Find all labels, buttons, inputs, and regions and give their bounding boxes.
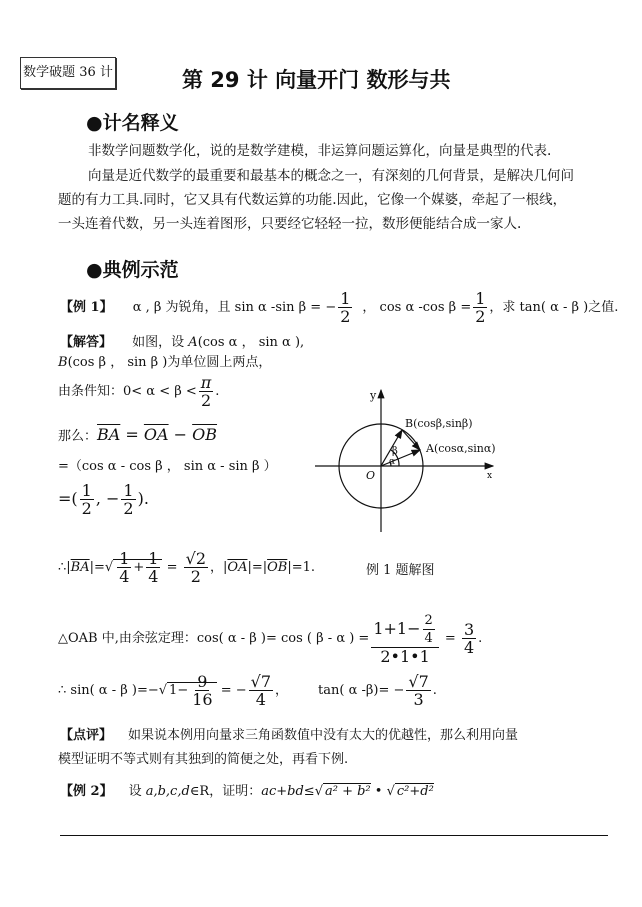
fraction: $\frac{1}{2}$ [340, 289, 351, 326]
book-label: 数学破题 36 计 [20, 57, 116, 89]
paragraph-line: 题的有力工具.同时，它又具有代数运算的功能.因此，它像一个媒婆，牵起了一根线， [58, 192, 567, 208]
beta-label: β [392, 446, 398, 457]
magnitude-line: $\therefore|\overline{BA}|=√$ $\frac{1}{4}$ + $\frac{1}{4}$ = $\frac{√2}{2}$ ，$|\overline{OA}|=|\overline{OB}|=1$. [58, 549, 316, 586]
sine-tangent-line: ∴ sin( α - β )=−√ 1− $\frac{9}{16}$ = − $\frac{√7}{4}$ ， tan( α -β)= − $\frac{√7}{3}$ . [58, 672, 437, 709]
section-heading-meaning: ●计名释义 [86, 112, 179, 134]
vector-OA [381, 450, 420, 466]
example2-question: 【例 2】 设 a,b,c,d∈R，证明：ac+bd≤√ a² + b² • √ c²+d² [60, 784, 434, 799]
section-heading-examples: ●典例示范 [86, 259, 179, 281]
condition-line: 由条件知：0< α < β < $\frac{\pi}{2}$ . [58, 373, 220, 410]
comment-line: 【点评】 如果说本例用向量求三角函数值中没有太大的优越性，那么利用向量 [60, 728, 519, 743]
question-text: α , β 为锐角，且 sin α -sin β = − [132, 300, 337, 315]
question-text: ，求 tan( α - β )之值. [489, 300, 619, 315]
bottom-rule [60, 835, 608, 836]
alpha-label: α [389, 457, 396, 467]
vector-BA [402, 430, 420, 450]
fraction: $\frac{1}{2}$ [475, 289, 486, 326]
origin-label: O [366, 469, 376, 482]
figure-caption: 例 1 题解图 [366, 563, 435, 578]
point-A-label: A(cosα,sinα) [426, 442, 496, 455]
comment-line: 模型证明不等式则有其独到的简便之处，再看下例. [58, 752, 349, 767]
solution-line: B(cos β ， sin β )为单位圆上两点， [58, 355, 272, 370]
paragraph-line: 向量是近代数学的最重要和最基本的概念之一，有深刻的几何背景，是解决几何问 [88, 168, 574, 184]
solution-label: 【解答】 [60, 335, 113, 350]
vector-result: =( $\frac{1}{2}$ , − $\frac{1}{2}$ ). [58, 481, 149, 518]
paragraph-line: 非数学问题数学化，说的是数学建模，非运算问题运算化，向量是典型的代表. [88, 143, 552, 159]
cosine-law-line: △OAB 中,由余弦定理：cos( α - β )= cos ( β - α ) = 1+1− $\frac{2}{4}$ 2•1•1 = $\frac{3}{4}$ . [58, 613, 483, 666]
paragraph-line: 一头连着代数，另一头连着图形，只要经它轻轻一拉，数形便能结合成一家人. [58, 216, 522, 232]
point-B-label: B(cosβ,sinβ) [405, 417, 473, 430]
y-label: y [370, 389, 377, 402]
vector-components: =（cos α - cos β ， sin α - sin β ） [58, 459, 277, 474]
unit-circle-diagram [300, 385, 540, 545]
example1-question [60, 290, 618, 325]
page-title: 第 29 计 向量开门 数形与共 [182, 68, 451, 92]
solution-line: 【解答】 如图，设 A(cos α ， sin α ), [60, 335, 305, 350]
question-text: ， cos α -cos β = [362, 300, 472, 315]
x-label: x [487, 471, 493, 481]
example-label: 【例 1】 [60, 300, 113, 315]
vector-equation: 那么：$\overline{BA} = \overline{OA} - \overline{OB}$ [58, 425, 218, 444]
